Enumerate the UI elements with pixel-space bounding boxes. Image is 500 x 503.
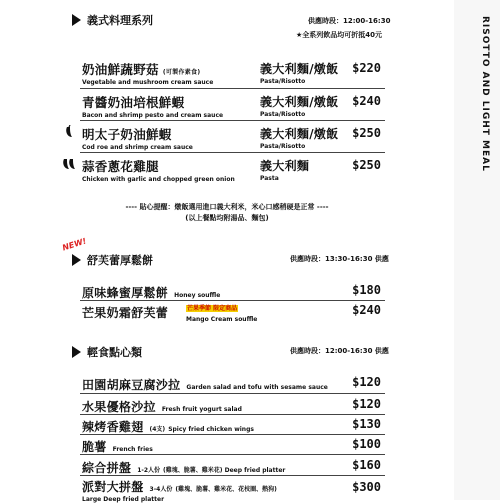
item-quantity: (4支) [149, 426, 166, 433]
triangle-bullet-icon [72, 14, 81, 26]
item-price: $220 [352, 61, 381, 75]
hours-text: 供應時段：13:30-16:30 供應 [290, 255, 389, 263]
item-type: 義大利麵/燉飯 [260, 127, 339, 141]
item-english: Spicy fried chicken wings [168, 426, 254, 433]
item-type-english: Pasta [260, 175, 279, 182]
section-header-light-meal [72, 344, 142, 360]
divider [80, 454, 385, 455]
triangle-bullet-icon [72, 346, 81, 358]
item-english: (雞塊、脆薯、雞米花) Deep fried platter [163, 467, 286, 474]
divider [80, 88, 385, 89]
item-price: $120 [352, 397, 381, 411]
item-name: 綜合拼盤 [82, 461, 132, 475]
item-english: Vegetable and mushroom cream sauce [82, 79, 214, 86]
item-name: 派對大拼盤 [82, 480, 144, 494]
hours-text: 供應時段：12:00-16:30 [308, 17, 391, 25]
section-title: 輕食點心類 [87, 346, 142, 359]
menu-item [82, 302, 387, 322]
section-header-italian [72, 12, 153, 28]
item-english: Cod roe and shrimp cream sauce [82, 144, 193, 151]
item-name: 蒜香蔥花雞腿 [82, 159, 159, 174]
item-price: $180 [352, 283, 381, 297]
triangle-bullet-icon [72, 254, 81, 266]
item-price: $250 [352, 158, 381, 172]
sidebar [454, 0, 500, 500]
menu-item [82, 457, 387, 477]
divider [80, 393, 385, 394]
discount-note: ★全系列飲品均可折抵40元 [296, 31, 383, 39]
divider [80, 414, 385, 415]
item-quantity: 1-2人份 [137, 467, 161, 474]
menu-item [82, 374, 387, 394]
item-english: Bacon and shrimp pesto and cream sauce [82, 112, 224, 119]
divider [80, 152, 385, 153]
menu-item [82, 93, 387, 123]
item-price: $240 [352, 94, 381, 108]
sidebar-vertical-title: RISOTTO AND LIGHT MEAL [480, 16, 490, 172]
item-english: Honey souffle [174, 292, 221, 299]
item-english: Mango Cream souffle [186, 316, 258, 323]
divider [80, 434, 385, 435]
item-price: $160 [352, 458, 381, 472]
section-title: 舒芙蕾厚鬆餅 [87, 254, 153, 267]
item-tag: (可製作素食) [162, 69, 201, 76]
section-header-souffle [72, 252, 153, 268]
item-name: 青醬奶油培根鮮蝦 [82, 95, 185, 110]
item-type: 義大利麵 [260, 159, 310, 173]
item-type-english: Pasta/Risotto [260, 143, 306, 150]
promo-badge: 芒果季節 限定商品 [187, 305, 238, 312]
item-price: $130 [352, 417, 381, 431]
menu-item [82, 60, 387, 90]
reminder-line-1: ---- 貼心提醒：燉飯選用進口義大利米，米心口感稍硬是正常 ---- [125, 203, 329, 211]
item-type: 義大利麵/燉飯 [260, 95, 339, 109]
item-name: 原味蜂蜜厚鬆餅 [82, 286, 169, 300]
section-title: 義式料理系列 [87, 14, 153, 27]
item-english: (雞塊、脆薯、雞米花、花枝圈、熱狗) [175, 486, 277, 493]
item-name: 明太子奶油鮮蝦 [82, 127, 172, 142]
item-price: $300 [352, 480, 381, 494]
item-name: 脆薯 [82, 440, 107, 454]
item-name: 田園胡麻豆腐沙拉 [82, 378, 181, 392]
item-type-english: Pasta/Risotto [260, 78, 306, 85]
item-english: French fries [112, 446, 153, 453]
divider [80, 120, 385, 121]
item-english: Garden salad and tofu with sesame sauce [186, 384, 328, 391]
new-badge: NEW! [61, 236, 88, 253]
menu-item [82, 416, 387, 436]
item-name: 辣烤香雞翅 [82, 420, 144, 434]
item-english-2: Large Deep fried platter [82, 496, 165, 503]
menu-item [82, 436, 387, 456]
item-quantity: 3-4人份 [149, 486, 173, 493]
item-name: 奶油鮮蔬野菇 [82, 62, 159, 77]
menu-item [82, 125, 387, 155]
reminder-line-2: (以上餐點均附湯品、麵包) [185, 214, 269, 222]
menu-item [82, 396, 387, 416]
item-type-english: Pasta/Risotto [260, 111, 306, 118]
menu-item [82, 476, 387, 503]
hours-text: 供應時段：12:00-16:30 供應 [290, 347, 389, 355]
menu-item [82, 282, 387, 302]
menu-item [82, 157, 387, 187]
item-price: $100 [352, 437, 381, 451]
item-type: 義大利麵/燉飯 [260, 62, 339, 76]
item-price: $120 [352, 375, 381, 389]
item-english: Fresh fruit yogurt salad [161, 406, 242, 413]
item-name: 芒果奶霜舒芙蕾 [82, 306, 169, 320]
double-chili-pepper-icon [58, 157, 78, 171]
item-price: $250 [352, 126, 381, 140]
item-name: 水果優格沙拉 [82, 400, 156, 414]
item-price: $240 [352, 303, 381, 317]
item-english: Chicken with garlic and chopped green onion [82, 176, 235, 183]
chili-pepper-icon [64, 125, 78, 139]
